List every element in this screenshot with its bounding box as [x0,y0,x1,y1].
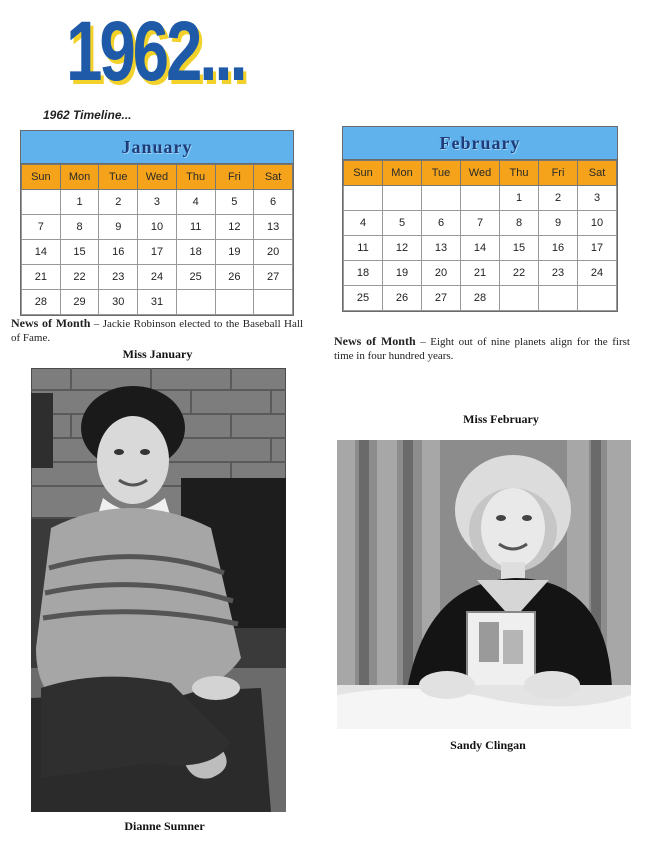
weekday-tue: Tue [422,161,461,186]
calendar-day-cell: 9 [539,211,578,236]
calendar-day-cell: 28 [461,286,500,311]
calendar-day-cell: 15 [60,240,99,265]
calendar-day-cell: 29 [60,290,99,315]
calendar-day-cell [539,286,578,311]
calendar-day-cell: 26 [215,265,254,290]
calendar-day-cell [176,290,215,315]
calendar-day-cell: 26 [383,286,422,311]
weekday-tue: Tue [99,165,138,190]
calendar-day-cell: 27 [254,265,293,290]
calendar-day-cell: 10 [138,215,177,240]
calendar-day-cell: 27 [422,286,461,311]
calendar-day-cell: 30 [99,290,138,315]
calendar-day-cell: 7 [22,215,61,240]
weekday-mon: Mon [383,161,422,186]
calendar-day-cell [22,190,61,215]
calendar-day-cell: 18 [176,240,215,265]
calendar-day-cell: 11 [176,215,215,240]
weekday-mon: Mon [60,165,99,190]
calendar-day-cell [215,290,254,315]
calendar-day-cell: 4 [344,211,383,236]
calendar-day-cell: 6 [422,211,461,236]
calendar-month-title: February [343,127,617,160]
calendar-day-cell: 31 [138,290,177,315]
miss-january-name: Dianne Sumner [124,819,205,833]
photo-miss-february [337,440,631,729]
calendar-day-cell: 23 [99,265,138,290]
news-label: News of Month [11,316,91,330]
photo-miss-january [31,368,286,812]
calendar-day-cell: 18 [344,261,383,286]
calendar-week-row [22,265,293,290]
calendar-day-cell: 17 [138,240,177,265]
calendar-day-cell: 13 [254,215,293,240]
weekday-sun: Sun [22,165,61,190]
calendar-day-cell: 1 [60,190,99,215]
calendar-day-cell: 23 [539,261,578,286]
calendar-day-cell: 8 [60,215,99,240]
calendar-day-cell: 25 [176,265,215,290]
calendar-day-cell: 2 [99,190,138,215]
weekday-wed: Wed [461,161,500,186]
calendar-day-cell: 22 [60,265,99,290]
calendar-day-cell [344,186,383,211]
calendar-day-cell: 25 [344,286,383,311]
page-title: 1962... [66,4,245,98]
calendar-day-cell: 10 [578,211,617,236]
calendar-week-row [22,190,293,215]
calendar-day-cell [422,186,461,211]
calendar-day-cell: 24 [578,261,617,286]
calendar-day-cell: 28 [22,290,61,315]
calendar-day-cell: 4 [176,190,215,215]
news-february [334,335,630,363]
calendar-month-title: January [21,131,293,164]
weekday-fri: Fri [215,165,254,190]
calendar-day-cell: 15 [500,236,539,261]
calendar-day-cell [500,286,539,311]
timeline-label: 1962 Timeline... [43,108,132,122]
calendar-day-cell: 5 [383,211,422,236]
calendar-day-cell: 7 [461,211,500,236]
calendar-day-cell: 19 [215,240,254,265]
calendar-week-row [344,286,617,311]
miss-february-title: Miss February [463,412,539,426]
calendar-day-cell: 17 [578,236,617,261]
calendar-day-cell: 14 [461,236,500,261]
calendar-day-cell: 11 [344,236,383,261]
calendar-day-cell: 22 [500,261,539,286]
calendar-day-cell: 9 [99,215,138,240]
calendar-week-row [22,215,293,240]
calendar-day-cell: 16 [539,236,578,261]
calendar-day-cell: 20 [422,261,461,286]
weekday-thu: Thu [176,165,215,190]
news-label: News of Month [334,334,416,348]
calendar-day-cell: 16 [99,240,138,265]
news-text: – Eight out of nine planets align for the first time in four hundred years. [334,336,630,362]
calendar-day-cell: 8 [500,211,539,236]
calendar-day-cell: 21 [22,265,61,290]
miss-january-title: Miss January [122,347,193,361]
calendar-week-row [344,261,617,286]
calendar-day-cell: 6 [254,190,293,215]
calendar-day-cell: 12 [383,236,422,261]
calendar-week-row [344,236,617,261]
news-january [11,317,303,345]
calendar-day-cell [461,186,500,211]
calendar-day-cell: 1 [500,186,539,211]
calendar-week-row [22,240,293,265]
calendar-day-cell: 21 [461,261,500,286]
weekday-wed: Wed [138,165,177,190]
weekday-sun: Sun [344,161,383,186]
calendar-day-cell: 12 [215,215,254,240]
calendar-day-cell: 2 [539,186,578,211]
calendar-week-row [22,290,293,315]
weekday-thu: Thu [500,161,539,186]
calendar-day-cell: 3 [138,190,177,215]
calendar-day-cell: 20 [254,240,293,265]
calendar-day-cell [254,290,293,315]
calendar-day-cell: 3 [578,186,617,211]
news-text: – Jackie Robinson elected to the Baseball Hall of Fame. [11,318,303,344]
weekday-fri: Fri [539,161,578,186]
miss-february-name: Sandy Clingan [450,738,526,752]
calendar-day-cell: 19 [383,261,422,286]
weekday-sat: Sat [254,165,293,190]
calendar-week-row [344,186,617,211]
calendar-day-cell [383,186,422,211]
weekday-sat: Sat [578,161,617,186]
calendar-day-cell [578,286,617,311]
calendar-grid [343,160,617,311]
calendar-day-cell: 5 [215,190,254,215]
calendar-day-cell: 14 [22,240,61,265]
calendar-february [342,126,618,312]
calendar-week-row [344,211,617,236]
calendar-day-cell: 13 [422,236,461,261]
calendar-day-cell: 24 [138,265,177,290]
calendar-grid [21,164,293,315]
calendar-january [20,130,294,316]
